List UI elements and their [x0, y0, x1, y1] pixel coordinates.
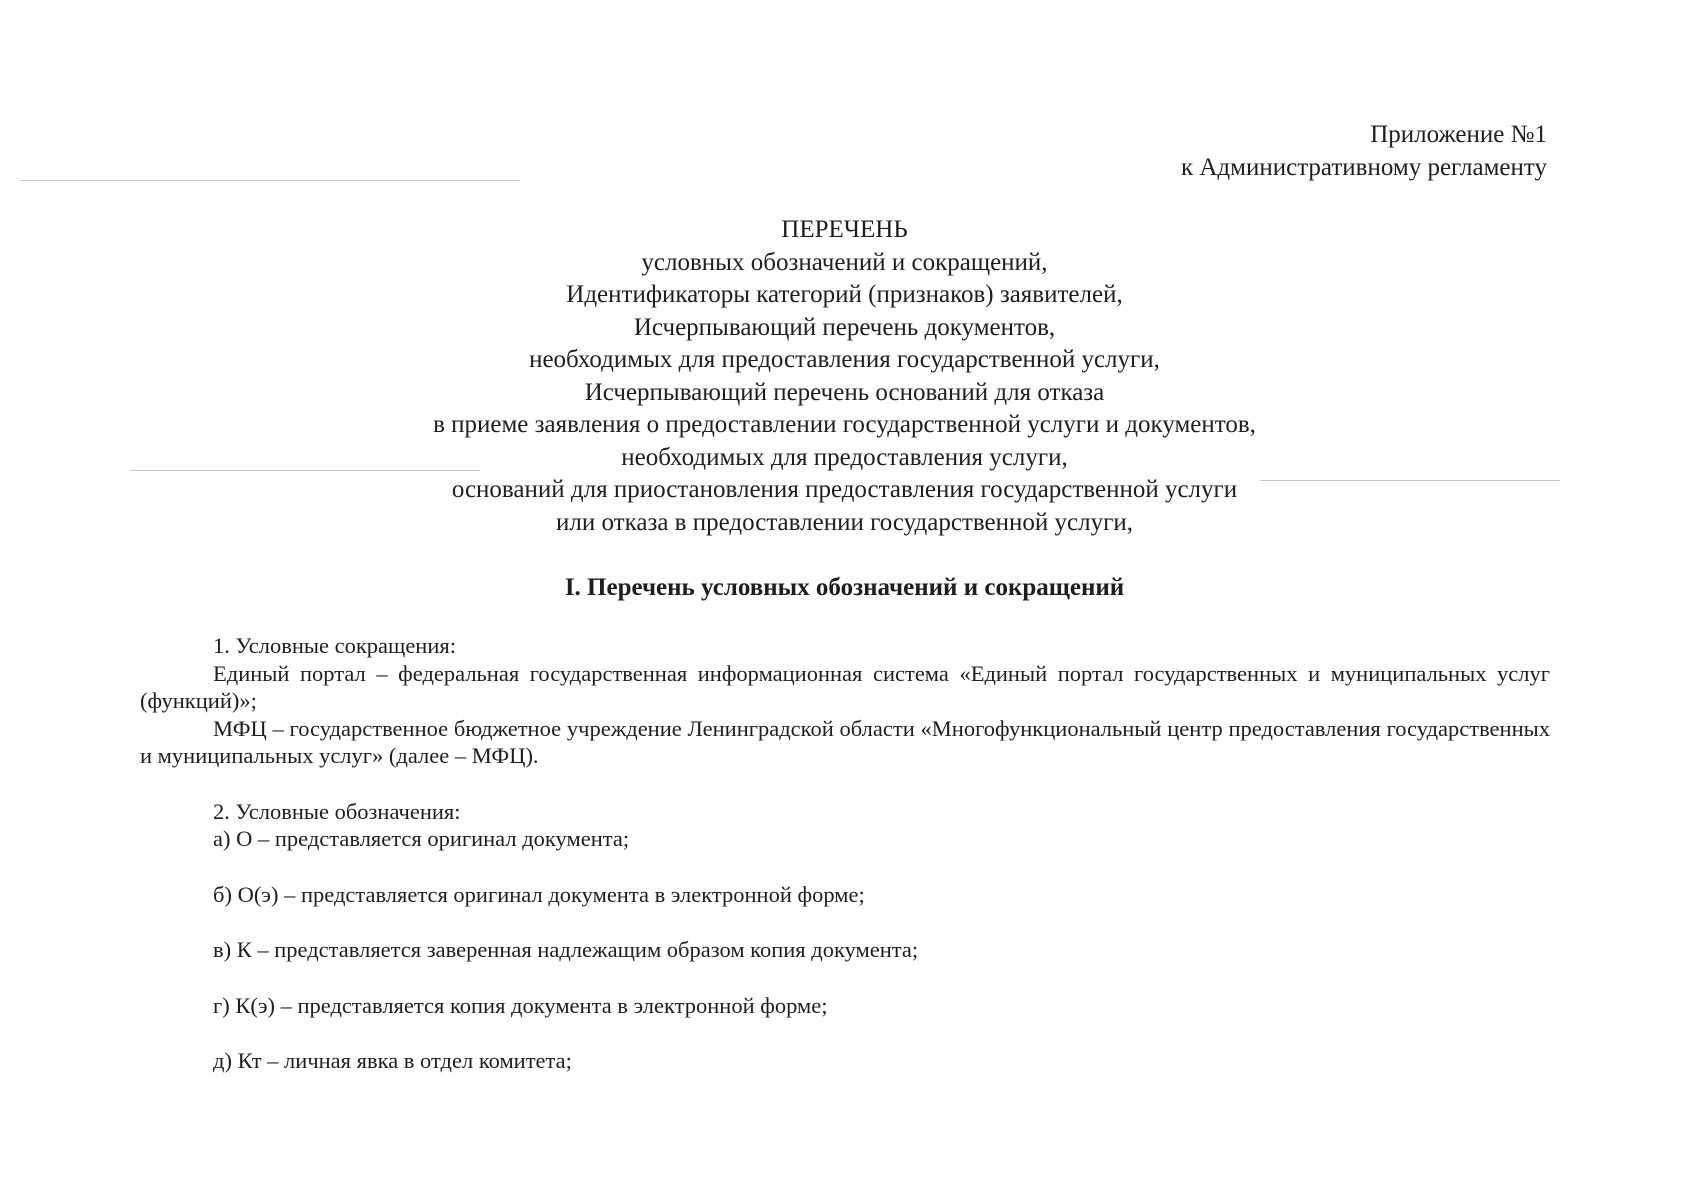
abbreviations-heading: 1. Условные сокращения: [213, 633, 456, 658]
annex-reference: к Административному регламенту [1180, 154, 1547, 181]
title-line: Исчерпывающий перечень оснований для отказа [584, 378, 1105, 406]
title-line: в приеме заявления о предоставлении государственной услуги и документов, [433, 411, 1256, 438]
section-body [140, 632, 1550, 1075]
spacer [140, 1019, 1550, 1047]
symbol-item: в) К – представляется заверенная надлежащим образом копия документа; [213, 937, 919, 962]
document-title [0, 214, 1689, 539]
abbreviation-item: МФЦ – государственное бюджетное учреждение Ленинградской области «Многофункциональный центр предоставления государственных и муниципальных услуг» (далее – МФЦ). [140, 715, 1550, 768]
abbreviation-item: Единый портал – федеральная государственная информационная система «Единый портал государственных и муниципальных услуг (функций)»; [140, 660, 1550, 713]
title-line: необходимых для предоставления услуги, [621, 443, 1068, 471]
title-line: или отказа в предоставлении государственной услуги, [556, 508, 1133, 536]
title-line: оснований для приостановления предоставления государственной услуги [451, 476, 1238, 503]
section-heading: I. Перечень условных обозначений и сокращений [564, 574, 1125, 601]
spacer [140, 853, 1550, 881]
title-line: Идентификаторы категорий (признаков) заявителей, [566, 281, 1123, 308]
title-line: условных обозначений и сокращений, [641, 248, 1048, 276]
spacer [140, 908, 1550, 936]
title-line: Исчерпывающий перечень документов, [633, 313, 1056, 341]
symbol-item: г) К(э) – представляется копия документа в электронной форме; [213, 992, 828, 1018]
title-line: ПЕРЕЧЕНЬ [781, 216, 908, 243]
symbols-heading: 2. Условные обозначения: [213, 798, 461, 824]
spacer [140, 770, 1550, 798]
annex-number: Приложение №1 [1370, 121, 1547, 148]
spacer [140, 964, 1550, 992]
annex-header [1181, 118, 1547, 184]
title-line: необходимых для предоставления государственной услуги, [529, 346, 1160, 373]
symbol-item: а) О – представляется оригинал документа; [213, 826, 630, 851]
scan-noise [20, 180, 520, 181]
symbol-item: д) Кт – личная явка в отдел комитета; [213, 1048, 572, 1073]
symbol-item: б) О(э) – представляется оригинал документа в электронной форме; [213, 881, 865, 907]
